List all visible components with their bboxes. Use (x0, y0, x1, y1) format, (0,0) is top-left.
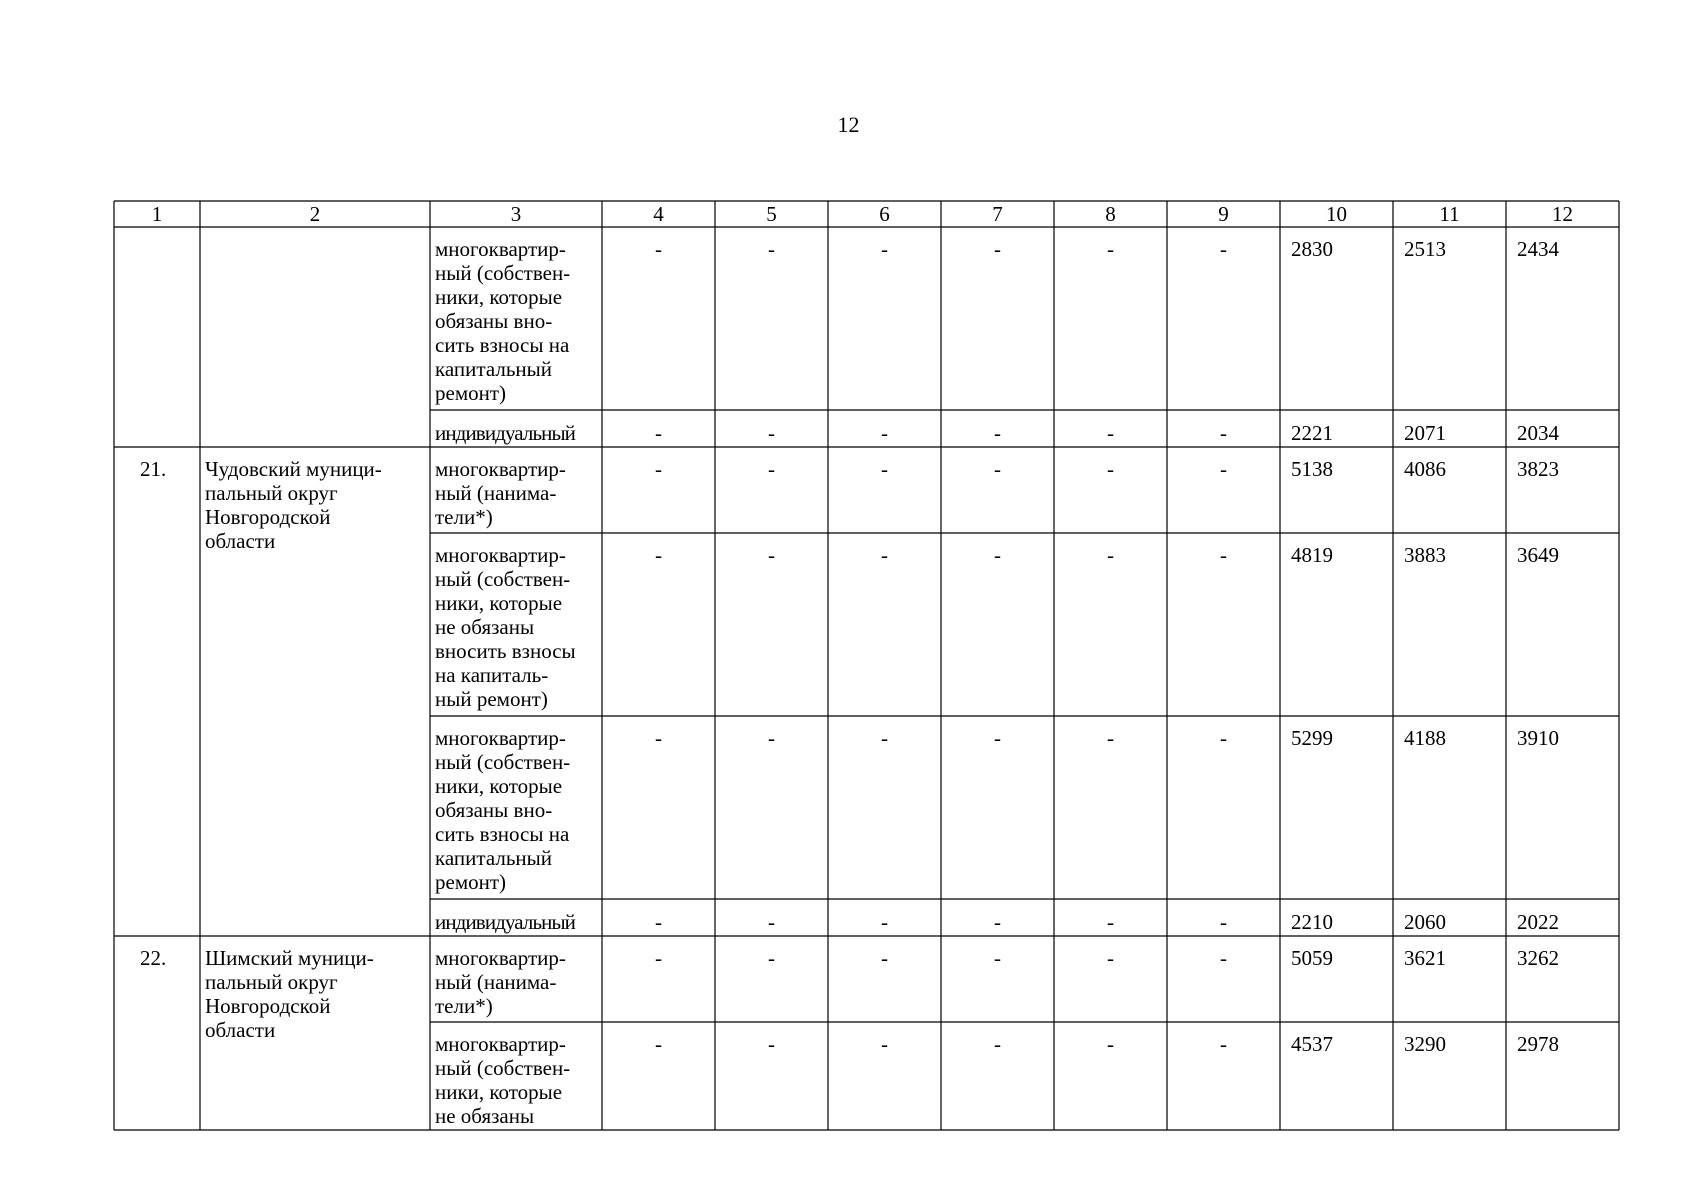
value-cell: 2978 (1517, 1032, 1559, 1056)
value-cell: - (994, 237, 1001, 261)
value-cell: - (881, 237, 888, 261)
value-cell: - (655, 946, 662, 970)
col-header-9: 9 (1218, 202, 1229, 226)
value-cell: - (994, 726, 1001, 750)
value-cell: - (655, 457, 662, 481)
value-cell: - (881, 726, 888, 750)
value-cell: - (768, 910, 775, 934)
value-cell: - (1220, 543, 1227, 567)
value-cell: - (655, 543, 662, 567)
value-cell: 3262 (1517, 946, 1559, 970)
value-cell: - (994, 543, 1001, 567)
value-cell: - (655, 726, 662, 750)
value-cell: 2071 (1404, 421, 1446, 445)
value-cell: 4537 (1291, 1032, 1333, 1056)
value-cell: 2830 (1291, 237, 1333, 261)
value-cell: - (768, 1032, 775, 1056)
row-number: 22. (140, 946, 167, 970)
housing-type-cell: многоквартир- ный (собствен- ники, которые не обязаны (435, 1032, 571, 1128)
value-cell: 2513 (1404, 237, 1446, 261)
value-cell: 2060 (1404, 910, 1446, 934)
value-cell: - (1220, 726, 1227, 750)
value-cell: - (1220, 457, 1227, 481)
value-cell: - (881, 543, 888, 567)
value-cell: - (1220, 946, 1227, 970)
value-cell: 3883 (1404, 543, 1446, 567)
municipality-name: Шимский муници- пальный округ Новгородской области (205, 946, 374, 1042)
value-cell: - (768, 237, 775, 261)
value-cell: 2434 (1517, 237, 1559, 261)
value-cell: 3649 (1517, 543, 1559, 567)
value-cell: 2210 (1291, 910, 1333, 934)
value-cell: 3621 (1404, 946, 1446, 970)
col-header-2: 2 (309, 202, 321, 226)
value-cell: - (768, 543, 775, 567)
value-cell: 4086 (1404, 457, 1446, 481)
value-cell: - (994, 457, 1001, 481)
value-cell: 5299 (1291, 726, 1333, 750)
value-cell: 4188 (1404, 726, 1446, 750)
value-cell: - (994, 910, 1001, 934)
value-cell: 2022 (1517, 910, 1559, 934)
value-cell: 5138 (1291, 457, 1333, 481)
value-cell: 2221 (1291, 421, 1333, 445)
value-cell: - (1107, 421, 1114, 445)
housing-type-cell: индивидуальный (435, 421, 576, 445)
value-cell: 2034 (1517, 421, 1559, 445)
value-cell: - (1220, 237, 1227, 261)
value-cell: - (655, 910, 662, 934)
value-cell: 3290 (1404, 1032, 1446, 1056)
col-header-1: 1 (151, 202, 163, 226)
value-cell: - (881, 457, 888, 481)
value-cell: - (1107, 1032, 1114, 1056)
value-cell: - (994, 421, 1001, 445)
value-cell: - (1107, 237, 1114, 261)
col-header-12: 12 (1552, 202, 1573, 226)
value-cell: - (1107, 457, 1114, 481)
housing-type-cell: многоквартир- ный (собствен- ники, которые обязаны вно- сить взносы на капитальный ремонт) (435, 237, 571, 405)
value-cell: - (881, 1032, 888, 1056)
value-cell: - (1107, 726, 1114, 750)
value-cell: - (655, 421, 662, 445)
col-header-5: 5 (766, 202, 777, 226)
municipality-name: Чудовский муници- пальный округ Новгородской области (205, 457, 382, 553)
page-number: 12 (837, 112, 860, 137)
value-cell: - (1220, 910, 1227, 934)
housing-type-cell: многоквартир- ный (нанима- тели*) (435, 457, 566, 529)
value-cell: - (1220, 1032, 1227, 1056)
value-cell: - (881, 946, 888, 970)
value-cell: - (768, 946, 775, 970)
value-cell: 4819 (1291, 543, 1333, 567)
housing-type-cell: многоквартир- ный (нанима- тели*) (435, 946, 566, 1018)
value-cell: - (1220, 421, 1227, 445)
value-cell: - (655, 237, 662, 261)
housing-type-cell: индивидуальный (435, 910, 576, 934)
value-cell: - (1107, 543, 1114, 567)
col-header-3: 3 (510, 202, 522, 226)
col-header-4: 4 (653, 202, 664, 226)
value-cell: - (768, 421, 775, 445)
value-cell: - (655, 1032, 662, 1056)
value-cell: - (881, 910, 888, 934)
value-cell: 5059 (1291, 946, 1333, 970)
col-header-7: 7 (992, 202, 1003, 226)
col-header-8: 8 (1105, 202, 1116, 226)
value-cell: - (994, 946, 1001, 970)
value-cell: - (1107, 946, 1114, 970)
value-cell: 3910 (1517, 726, 1559, 750)
value-cell: - (1107, 910, 1114, 934)
value-cell: - (881, 421, 888, 445)
col-header-6: 6 (879, 202, 890, 226)
row-number: 21. (140, 457, 167, 481)
value-cell: 3823 (1517, 457, 1559, 481)
col-header-11: 11 (1439, 202, 1460, 226)
housing-type-cell: многоквартир- ный (собствен- ники, которые не обязаны вносить взносы на капиталь- ный ремонт) (435, 543, 576, 711)
value-cell: - (768, 726, 775, 750)
value-cell: - (768, 457, 775, 481)
col-header-10: 10 (1326, 202, 1347, 226)
housing-type-cell: многоквартир- ный (собствен- ники, которые обязаны вно- сить взносы на капитальный ремонт) (435, 726, 571, 894)
value-cell: - (994, 1032, 1001, 1056)
